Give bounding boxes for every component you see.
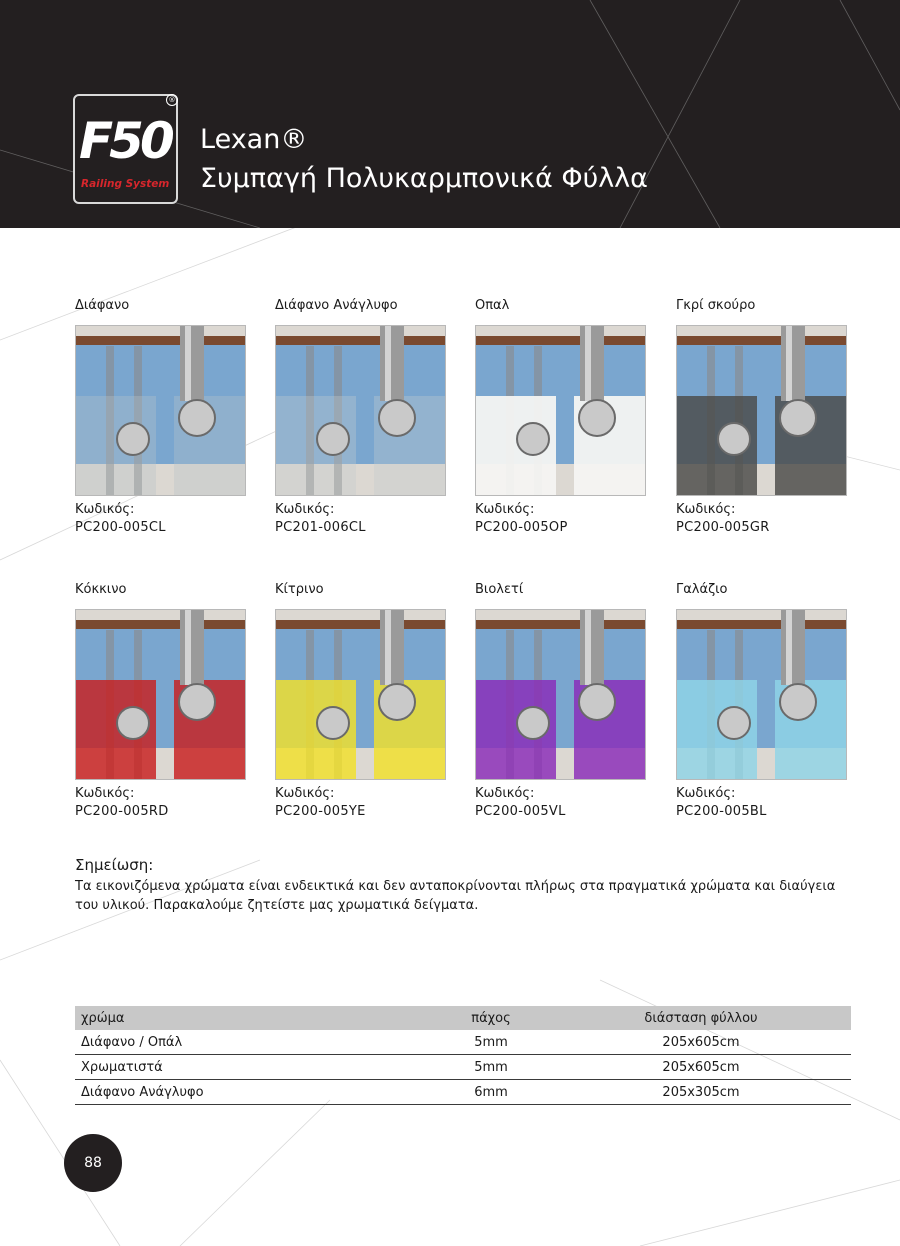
swatch-photo (275, 609, 446, 780)
f50-logo (73, 94, 178, 204)
table-cell: 6mm (431, 1080, 551, 1105)
table-cell: Διάφανο / Οπάλ (75, 1030, 431, 1055)
page-number: 88 (64, 1134, 122, 1192)
swatch-code-label: Κωδικός: (676, 786, 736, 801)
swatch-name: Διάφανο (75, 298, 130, 313)
swatch-photo (676, 609, 847, 780)
logo-subtitle: Railing System (81, 178, 170, 190)
spec-table (75, 1006, 851, 1105)
swatch-code: PC200-005BL (676, 804, 767, 819)
table-cell: Χρωματιστά (75, 1055, 431, 1080)
table-cell: 5mm (431, 1055, 551, 1080)
swatch-name: Κίτρινο (275, 582, 324, 597)
swatch-code: PC200-005YE (275, 804, 366, 819)
swatch-code: PC200-005CL (75, 520, 166, 535)
swatch-photo (676, 325, 847, 496)
swatch-name: Διάφανο Ανάγλυφο (275, 298, 398, 313)
swatch-code-label: Κωδικός: (275, 786, 335, 801)
table-row (75, 1055, 851, 1080)
swatch-code: PC200-005GR (676, 520, 770, 535)
swatch-name: Κόκκινο (75, 582, 127, 597)
table-cell: 5mm (431, 1030, 551, 1055)
table-row (75, 1080, 851, 1105)
page-title-brand: Lexan® (200, 124, 308, 155)
swatch-code: PC201-006CL (275, 520, 366, 535)
swatch-name: Βιολετί (475, 582, 524, 597)
page-header (0, 0, 900, 228)
swatch-photo (275, 325, 446, 496)
logo-mark-text: F50 (79, 112, 171, 170)
swatch-photo (75, 609, 246, 780)
table-cell: 205x605cm (551, 1055, 851, 1080)
note-text: Τα εικονιζόμενα χρώματα είναι ενδεικτικά και δεν ανταποκρίνονται πλήρως στα πραγματικά χρώματα και διαύγεια του υλικού. Παρακαλούμε ζητείστε μας χρωματικά δείγματα. (75, 879, 836, 913)
page-title: Συμπαγή Πολυκαρμπονικά Φύλλα (200, 163, 648, 194)
swatch-name: Οπαλ (475, 298, 510, 313)
swatch-code-label: Κωδικός: (475, 502, 535, 517)
column-header-dimension: διάσταση φύλλου (551, 1006, 851, 1030)
swatch-name: Γκρί σκούρο (676, 298, 756, 313)
swatch-photo (475, 609, 646, 780)
swatch-code-label: Κωδικός: (75, 786, 135, 801)
swatch-code-label: Κωδικός: (275, 502, 335, 517)
swatch-code: PC200-005OP (475, 520, 568, 535)
registered-mark: ® (166, 94, 178, 106)
table-cell: 205x605cm (551, 1030, 851, 1055)
table-header-row (75, 1006, 851, 1030)
swatch-photo (475, 325, 646, 496)
swatch-code-label: Κωδικός: (75, 502, 135, 517)
table-cell: Διάφανο Ανάγλυφο (75, 1080, 431, 1105)
swatch-name: Γαλάζιο (676, 582, 728, 597)
swatch-code-label: Κωδικός: (676, 502, 736, 517)
table-row (75, 1030, 851, 1055)
swatch-code-label: Κωδικός: (475, 786, 535, 801)
swatch-code: PC200-005VL (475, 804, 566, 819)
column-header-thickness: πάχος (431, 1006, 551, 1030)
note-title: Σημείωση: (75, 856, 154, 874)
column-header-color: χρώμα (75, 1006, 431, 1030)
table-cell: 205x305cm (551, 1080, 851, 1105)
swatch-photo (75, 325, 246, 496)
swatch-code: PC200-005RD (75, 804, 169, 819)
